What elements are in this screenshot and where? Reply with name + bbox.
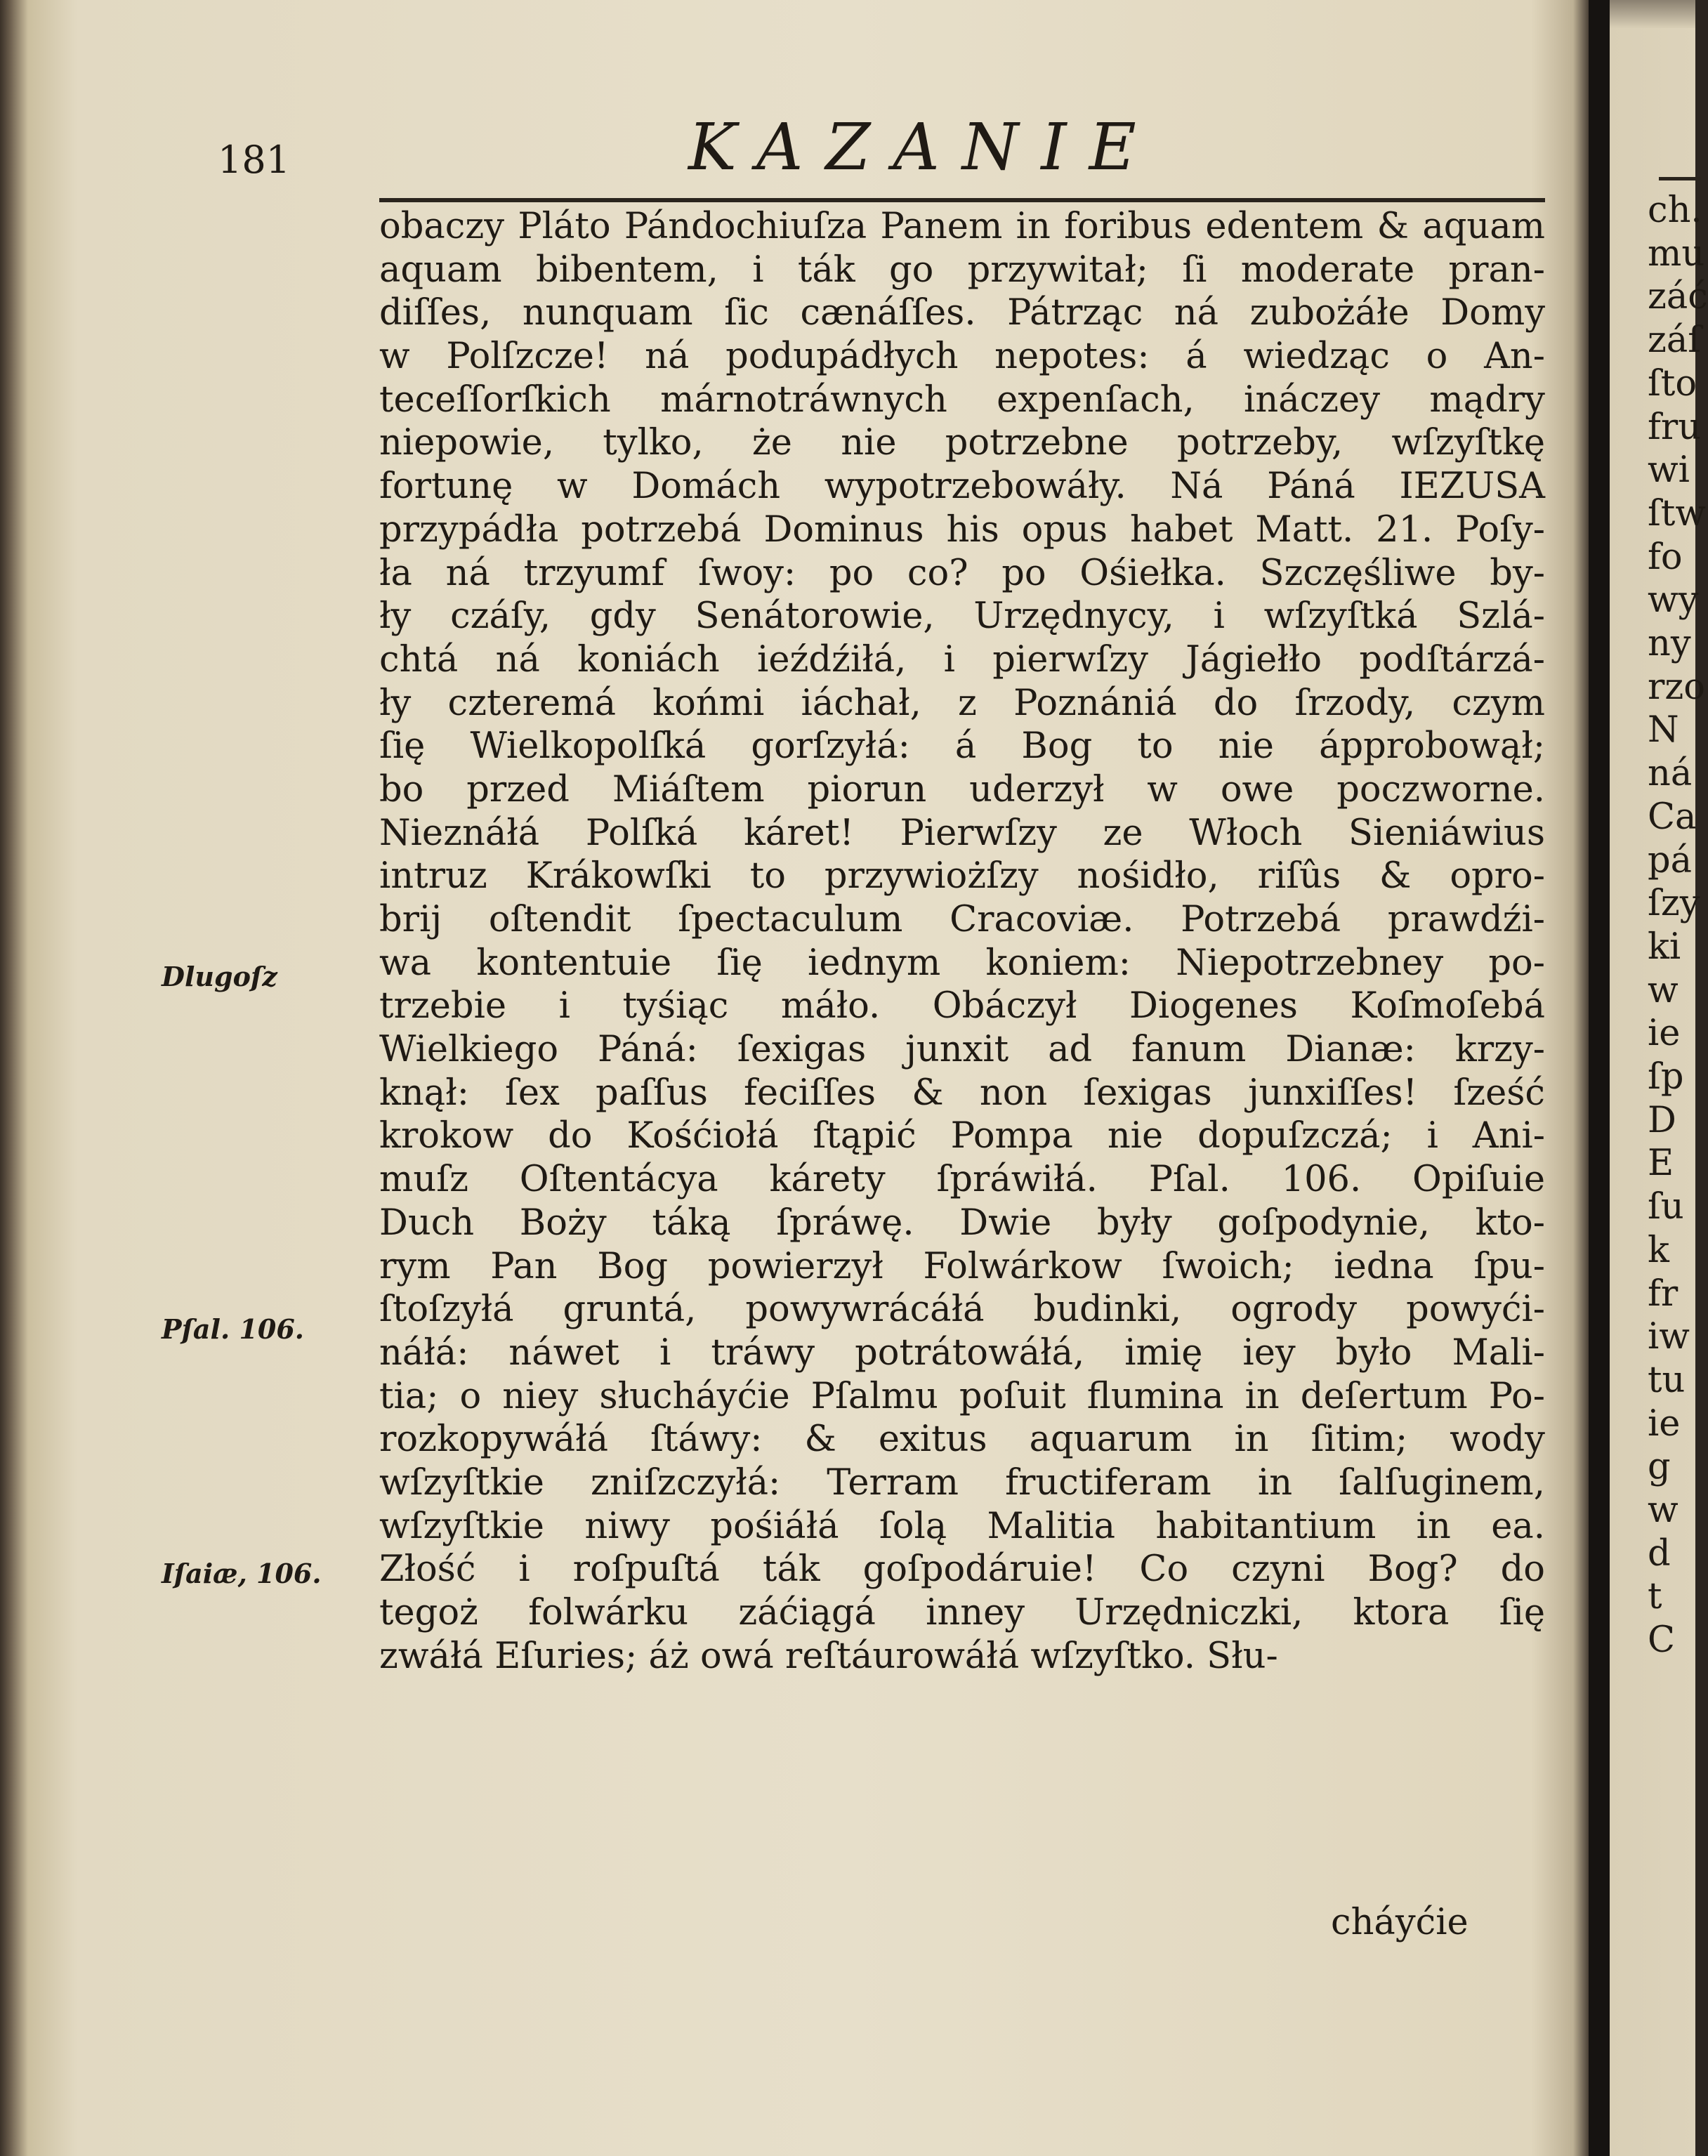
next-page-fragment: fo (1648, 536, 1683, 578)
text-line: bo przed Miáſtem piorun uderzył w owe poczworne. (379, 768, 1545, 810)
text-line: obaczy Pláto Pándochiuſza Panem in foribus edentem & aquam (379, 206, 1545, 247)
text-line: tia; o niey słucháyćie Pſalmu poſuit flumina in deſertum Po- (379, 1375, 1545, 1417)
next-page-fragment: tu (1648, 1359, 1686, 1401)
next-page-fragment: E (1648, 1143, 1674, 1185)
next-page-fragment: wy (1648, 579, 1699, 622)
next-page-fragment: ſu (1648, 1186, 1684, 1228)
margin-note: Iſaiæ, 106. (162, 1558, 322, 1589)
next-page-fragment: d (1648, 1532, 1671, 1575)
text-line: Wielkiego Páná: ſexigas junxit ad fanum Dianæ: krzy- (379, 1029, 1545, 1071)
text-line: Złość i roſpuſtá ták goſpodáruie! Co czyni Bog? do (379, 1549, 1545, 1591)
text-line: diſſes, nunquam ſic cænáſſes. Pátrząc ná zubożáłe Domy (379, 292, 1545, 334)
page-number: 181 (218, 138, 291, 182)
text-line: ſię Wielkopolſká gorſzyłá: á Bog to nie ápprobowął; (379, 725, 1545, 768)
next-page-fragment: C (1648, 1619, 1676, 1662)
text-line: ła ná trzyumf ſwoy: po co? po Ośiełka. Szczęśliwe by- (379, 552, 1545, 594)
next-page-fragment: ſp (1648, 1056, 1684, 1098)
next-page-fragment: w (1648, 969, 1679, 1011)
catchword: cháyćie (1331, 1902, 1469, 1943)
text-line: zwáłá Eſuries; áż owá reſtáurowáłá wſzyſtko. Słu- (379, 1635, 1278, 1677)
header-rule (379, 198, 1545, 202)
text-line: muſz Oſtentácya kárety ſpráwiłá. Pſal. 106. Opiſuie (379, 1159, 1545, 1201)
margin-note: Pſal. 106. (162, 1313, 304, 1345)
text-line: chtá ná koniách ieźdźiłá, i pierwſzy Jágiełło podſtárzá- (379, 638, 1545, 681)
next-page-fragment: ſzy (1648, 883, 1700, 925)
text-line: teceſſorſkich márnotráwnych expenſach, ináczey mądry (379, 379, 1545, 421)
text-line: fortunę w Domách wypotrzebowáły. Ná Páná IEZUSA (379, 466, 1545, 508)
next-page-fragment: ny (1648, 623, 1691, 664)
left-page (28, 0, 1589, 2156)
running-head: KAZANIE (688, 110, 1159, 185)
book-gutter (1589, 0, 1610, 2156)
text-line: przypádła potrzebá Dominus his opus habet Matt. 21. Poſy- (379, 508, 1545, 551)
text-line: rozkopywáłá ſtáwy: & exitus aquarum in ſitim; wody (379, 1419, 1545, 1461)
next-page-fragment: fr (1648, 1273, 1679, 1315)
text-line: krokow do Kośćiołá ſtąpić Pompa nie dopuſzczá; i Ani- (379, 1115, 1545, 1157)
margin-note: Dlugoſz (162, 961, 277, 992)
text-line: wa kontentuie ſię iednym koniem: Niepotrzebney po- (379, 942, 1545, 984)
next-page-fragment: w (1648, 1490, 1679, 1531)
text-line: w Polſzcze! ná podupádłych nepotes: á wiedząc o An- (379, 336, 1545, 378)
body-text (379, 205, 1545, 1678)
next-page-fragment: D (1648, 1099, 1676, 1141)
next-page-fragment: rzo (1648, 666, 1705, 708)
text-line: Duch Boży táką ſpráwę. Dwie były goſpodynie, kto- (379, 1202, 1545, 1244)
next-page-fragment: k (1648, 1229, 1669, 1271)
next-page-fragment: mu (1648, 232, 1705, 275)
next-page-fragment: ná (1648, 753, 1693, 795)
next-page-fragment: N (1648, 709, 1679, 751)
text-line: wſzyſtkie zniſzczyłá: Terram fructiferam in ſalſuginem, (379, 1461, 1545, 1504)
next-page-fragment: iw (1648, 1316, 1690, 1358)
text-line: ły czáſy, gdy Senátorowie, Urzędnycy, i wſzyſtká Szlá- (379, 596, 1545, 638)
next-page-fragment: Ca (1648, 796, 1697, 838)
text-line: aquam bibentem, i ták go przywitał; ſi moderate pran- (379, 249, 1545, 291)
text-line: Nieznáłá Polſká káret! Pierwſzy ze Włoch Sieniáwius (379, 812, 1545, 854)
next-page-fragment: ch. (1648, 190, 1702, 231)
next-page-fragment: fru (1648, 406, 1702, 448)
text-line: náłá: náwet i tráwy potrátowáłá, imię iey było Mali- (379, 1332, 1545, 1374)
text-line: tegoż folwárku záćiągá inney Urzędniczki, ktora ſię (379, 1592, 1545, 1634)
next-page-fragment: pá (1648, 839, 1693, 881)
next-page-fragment: wi (1648, 449, 1690, 492)
text-line: niepowie, tylko, że nie potrzebne potrzeby, wſzyſtkę (379, 422, 1545, 464)
text-line: ſtoſzyłá gruntá, powywrácáłá budinki, ogrody powyći- (379, 1289, 1545, 1331)
next-page-fragment: ie (1648, 1013, 1681, 1055)
next-page-fragment: ſto (1648, 362, 1697, 405)
next-page-rule (1659, 177, 1701, 180)
next-page-fragment: záć (1648, 276, 1708, 318)
text-line: wſzyſtkie niwy pośiáłá ſolą Malitia habitantium in ea. (379, 1505, 1545, 1547)
next-page-fragment: ie (1648, 1402, 1681, 1445)
next-page-fragment: g (1648, 1446, 1671, 1488)
text-line: knął: ſex paſſus feciſſes & non ſexigas junxiſſes! ſześć (379, 1072, 1545, 1114)
next-page-edge (1610, 0, 1708, 2156)
next-page-fragment: ki (1648, 926, 1681, 968)
next-page-fragment: ſtw (1648, 492, 1707, 534)
text-line: intruz Krákowſki to przywiożſzy nośidło, riſûs & opro- (379, 855, 1545, 898)
text-line: trzebie i tyśiąc máło. Obáczył Diogenes Koſmoſebá (379, 985, 1545, 1027)
text-line: ły czteremá końmi iáchał, z Poznániá do ſrzody, czym (379, 682, 1545, 724)
text-line: brij oſtendit ſpectaculum Cracoviæ. Potrzebá prawdźi- (379, 899, 1545, 940)
text-line: rym Pan Bog powierzył Folwárkow ſwoich; iedna ſpu- (379, 1245, 1545, 1287)
next-page-fragment: t (1648, 1576, 1662, 1618)
next-page-fragment: záſ (1648, 320, 1702, 362)
